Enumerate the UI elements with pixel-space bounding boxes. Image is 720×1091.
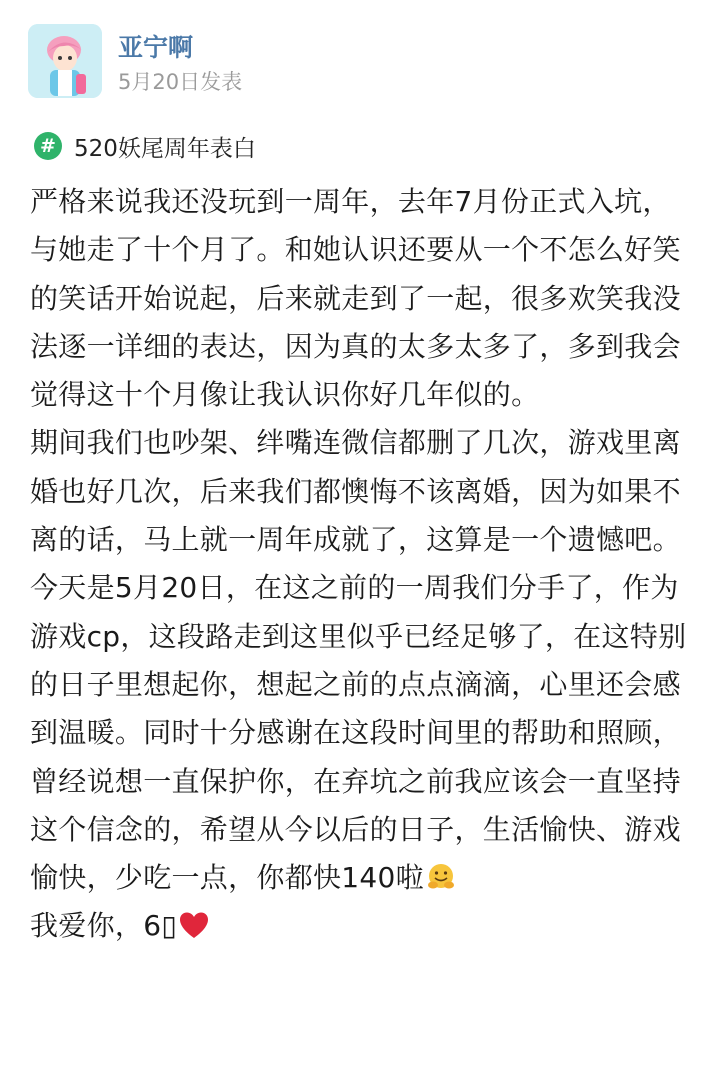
placeholder-glyph: ▯ (161, 909, 178, 943)
post-header (28, 24, 688, 100)
paragraph (30, 902, 694, 950)
heart-icon (179, 911, 209, 939)
post-date: 5月20日发表 (118, 70, 243, 94)
topic-label: 520妖尾周年表白 (74, 135, 256, 162)
hashtag-icon: # (34, 132, 62, 160)
paragraph (30, 564, 694, 902)
author-name[interactable]: 亚宁啊 (118, 33, 194, 62)
hugging-face-icon (426, 862, 456, 892)
paragraph: 期间我们也吵架、绊嘴连微信都删了几次，游戏里离婚也好几次，后来我们都懊悔不该离婚，因为如果不离的话，马上就一周年成就了，这算是一个遗憾吧。 (30, 426, 681, 557)
avatar[interactable] (28, 24, 102, 98)
topic-tag[interactable] (34, 130, 256, 162)
post-body (30, 178, 694, 951)
paragraph-text: 今天是5月20日，在这之前的一周我们分手了，作为游戏cp，这段路走到这里似乎已经足够了，在这特别的日子里想起你，想起之前的点点滴滴，心里还会感到温暖。同时十分感谢在这段时间里的帮助和照顾，曾经说想一直保护你，在弃坑之前我应该会一直坚持这个信念的，希望从今以后的日子，生活愉快、游戏愉快，少吃一点，你都快140啦 (30, 571, 687, 895)
paragraph-text: 我爱你，6 (30, 909, 162, 943)
paragraph: 严格来说我还没玩到一周年，去年7月份正式入坑，与她走了十个月了。和她认识还要从一个不怎么好笑的笑话开始说起，后来就走到了一起，很多欢笑我没法逐一详细的表达，因为真的太多太多了，多到我会觉得这十个月像让我认识你好几年似的。 (30, 185, 681, 412)
